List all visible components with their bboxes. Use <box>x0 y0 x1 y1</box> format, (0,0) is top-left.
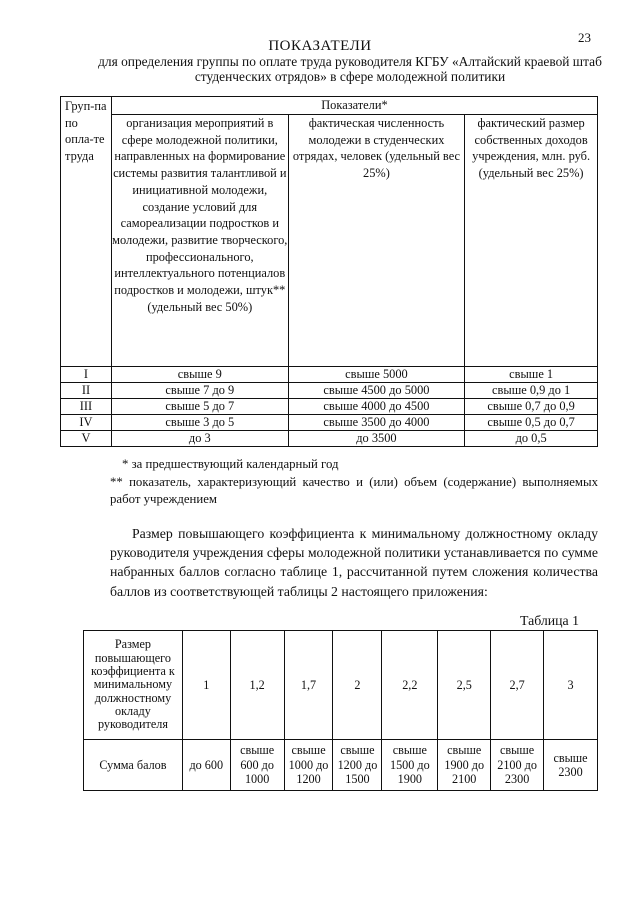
indicators-table <box>60 96 598 447</box>
table-cell: свыше 7 до 9 <box>111 383 288 399</box>
table-cell: свыше 0,9 до 1 <box>465 383 598 399</box>
score-cell: свыше 1000 до 1200 <box>284 740 333 791</box>
score-cell: свыше 600 до 1000 <box>230 740 284 791</box>
indicators-header: Показатели* <box>111 97 597 115</box>
footnote-indicator: ** показатель, характеризующий качество и (или) объем (содержание) выполняемых работ учреждением <box>110 475 598 506</box>
coefficient-cell: 1,7 <box>284 631 333 740</box>
coefficient-cell: 3 <box>544 631 598 740</box>
coefficient-row <box>84 631 598 740</box>
score-row-header: Сумма балов <box>84 740 183 791</box>
coefficient-cell: 2,2 <box>382 631 438 740</box>
table-cell: свыше 5000 <box>288 367 465 383</box>
indicators-subheader-row <box>61 115 598 367</box>
indicator-income-header: фактический размер собственных доходов учреждения, млн. руб. (удельный вес 25%) <box>465 115 598 367</box>
table-row <box>61 415 598 431</box>
table-1-label: Таблица 1 <box>520 613 580 628</box>
coefficient-cell: 1,2 <box>230 631 284 740</box>
group-column-header: Груп-па по опла-те труда <box>61 97 112 367</box>
table-cell: до 3 <box>111 431 288 447</box>
page-number: 23 <box>578 30 591 45</box>
table-row <box>61 383 598 399</box>
footnote-previous-year: * за предшествующий календарный год <box>122 457 339 471</box>
table-row <box>61 367 598 383</box>
score-row <box>84 740 598 791</box>
table-cell: свыше 9 <box>111 367 288 383</box>
table-row <box>61 431 598 447</box>
coefficient-cell: 2,7 <box>491 631 544 740</box>
coefficient-cell: 2,5 <box>438 631 491 740</box>
document-title: ПОКАЗАТЕЛИ <box>268 38 372 54</box>
group-number: I <box>61 367 112 383</box>
table-row <box>61 399 598 415</box>
score-cell: свыше 1900 до 2100 <box>438 740 491 791</box>
score-cell: свыше 2100 до 2300 <box>491 740 544 791</box>
indicator-events-header: организация мероприятий в сфере молодежной политики, направленных на формирование системы развития талантливой и инициативной молодежи, создание условий для самореализации подростков и молодежи, развитие творческого, профессионального, интеллектуального потенциалов подростков и молодежи, штук** (удельный вес 50%) <box>111 115 288 367</box>
table-cell: свыше 0,7 до 0,9 <box>465 399 598 415</box>
group-number: V <box>61 431 112 447</box>
score-cell: свыше 2300 <box>544 740 598 791</box>
document-subtitle: для определения группы по оплате труда руководителя КГБУ «Алтайский краевой штаб студенческих отрядов» в сфере молодежной политики <box>98 54 602 84</box>
table-cell: свыше 3500 до 4000 <box>288 415 465 431</box>
group-number: IV <box>61 415 112 431</box>
score-cell: свыше 1500 до 1900 <box>382 740 438 791</box>
table-cell: до 0,5 <box>465 431 598 447</box>
coefficient-table <box>83 630 598 791</box>
group-number: II <box>61 383 112 399</box>
table-cell: свыше 0,5 до 0,7 <box>465 415 598 431</box>
indicators-header-row <box>61 97 598 115</box>
group-number: III <box>61 399 112 415</box>
table-cell: свыше 4500 до 5000 <box>288 383 465 399</box>
score-cell: до 600 <box>182 740 230 791</box>
table-cell: свыше 1 <box>465 367 598 383</box>
coefficient-cell: 2 <box>333 631 382 740</box>
indicator-youth-count-header: фактическая численность молодежи в студенческих отрядах, человек (удельный вес 25%) <box>288 115 465 367</box>
table-cell: свыше 4000 до 4500 <box>288 399 465 415</box>
score-cell: свыше 1200 до 1500 <box>333 740 382 791</box>
body-paragraph: Размер повышающего коэффициента к минимальному должностному окладу руководителя учреждения сферы молодежной политики устанавливается по сумме набранных баллов согласно таблице 1, рассчитанной путем сложения количества баллов из соответствующей таблицы 2 настоящего приложения: <box>110 526 598 599</box>
coefficient-cell: 1 <box>182 631 230 740</box>
coefficient-row-header: Размер повышающего коэффициента к минимальному должностному окладу руководителя <box>84 631 183 740</box>
table-cell: свыше 3 до 5 <box>111 415 288 431</box>
table-cell: свыше 5 до 7 <box>111 399 288 415</box>
table-cell: до 3500 <box>288 431 465 447</box>
